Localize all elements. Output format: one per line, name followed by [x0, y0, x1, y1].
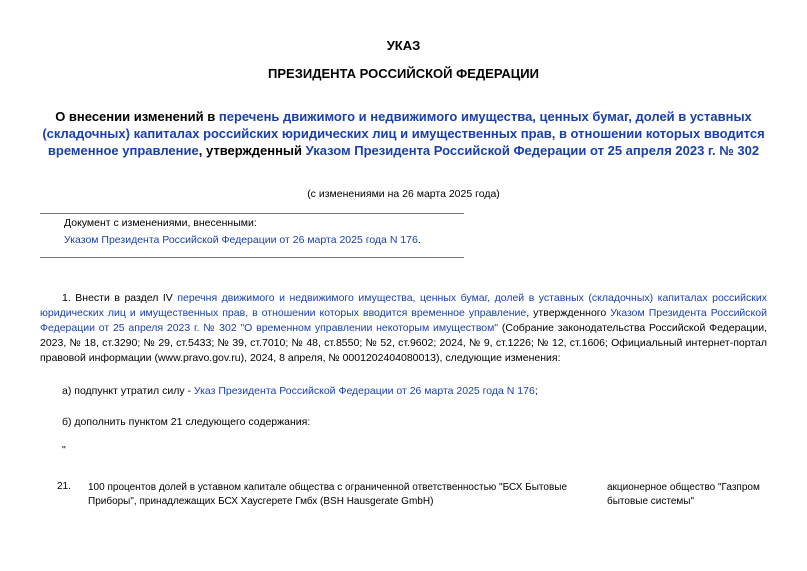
issuer-title: ПРЕЗИДЕНТА РОССИЙСКОЙ ФЕДЕРАЦИИ [268, 66, 539, 81]
para1-text-2: , утвержденного [526, 307, 611, 319]
changes-label: Документ с изменениями, внесенными: [64, 217, 257, 229]
paragraph-1 [40, 291, 767, 366]
heading-decree-link[interactable]: Указом Президента Российской Федерации от 25 апреля 2023 г. № 302 [305, 143, 760, 158]
table-row-manager: акционерное общество "Газпром бытовые системы" [607, 482, 760, 507]
table-row-description: 100 процентов долей в уставном капитале общества с ограниченной ответственностью "БСХ Бытовые Приборы", принадлежащих БСХ Хаусгерете Гмбх (BSH Hausgerate GmbH) [88, 482, 568, 507]
document-heading [42, 108, 765, 159]
para1-text-1: 1. Внести в раздел IV [62, 292, 178, 304]
subpoint-a [62, 385, 538, 397]
changes-link-suffix: . [417, 234, 421, 246]
table-row-number: 21. [57, 481, 71, 492]
changes-block [64, 234, 421, 246]
amended-note: (с изменениями на 26 марта 2025 года) [307, 188, 500, 200]
para1-decree-link[interactable]: Указом Президента Российской Федерации от 25 апреля 2023 г. № 302 "О временном управлении некоторым имуществом" [40, 307, 767, 334]
subpoint-b: б) дополнить пунктом 21 следующего содержания: [62, 416, 311, 428]
para1-list-link[interactable]: перечня движимого и недвижимого имущества, ценных бумаг, долей в уставных (складочных) капиталах российских юридических лиц и имущественных прав, в отношении которых вводится временное управление [40, 292, 767, 319]
subpoint-a-suffix: ; [534, 385, 538, 397]
opening-quote: " [62, 444, 66, 456]
document-type-title: УКАЗ [386, 38, 421, 53]
amending-decree-link[interactable]: Указом Президента Российской Федерации от 26 марта 2025 года N 176 [64, 234, 418, 246]
divider-bottom [40, 257, 464, 258]
heading-list-link[interactable]: перечень движимого и недвижимого имущества, ценных бумаг, долей в уставных (складочных) капиталах российских юридических лиц и имущественных прав, в отношении которых вводится временное управление [42, 109, 765, 158]
heading-text-1: О внесении изменений в [55, 109, 219, 124]
subpoint-a-text: а) подпункт утратил силу - [62, 385, 194, 397]
heading-text-2: , утвержденный [198, 143, 306, 158]
divider-top [40, 213, 464, 214]
para1-text-3: (Собрание законодательства Российской Федерации, 2023, № 18, ст.3290; № 29, ст.5433; № 39, ст.7010; № 48, ст.8550; № 52, ст.9602; 2024, № 9, ст.1226; № 12, ст.1606; Официальный интернет-портал правовой информации (www.pravo.gov.ru), 2024, 8 апреля, № 0001202404080013), следующие изменения: [40, 322, 767, 364]
subpoint-a-decree-link[interactable]: Указ Президента Российской Федерации от 26 марта 2025 года N 176 [193, 385, 535, 397]
